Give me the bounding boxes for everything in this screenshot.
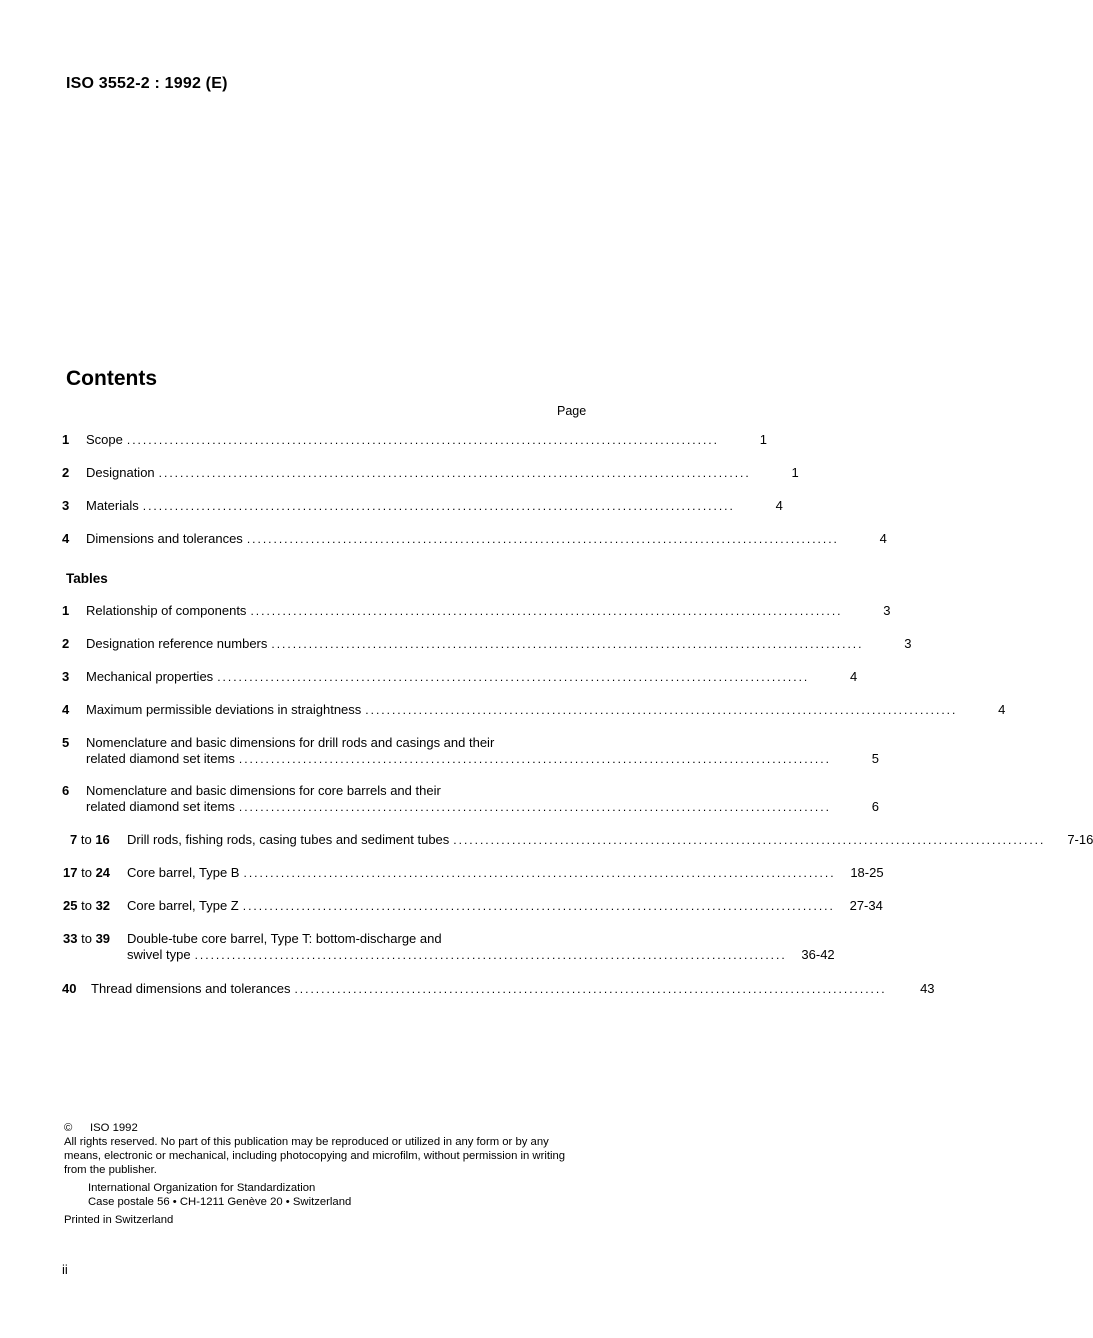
leader-dots: ............................................................................................................... — [217, 670, 810, 684]
entry-page: 4 — [998, 702, 1006, 717]
entry-page: 5 — [871, 751, 879, 766]
entry-label: Core barrel, Type B — [127, 865, 240, 880]
entry-number-range: 25 to 32 — [63, 898, 111, 913]
entry-number-range: 7 to 16 — [70, 832, 110, 847]
leader-dots: ............................................................................................................... — [250, 604, 843, 618]
entry-page: 43 — [920, 981, 935, 996]
entry-number: 3 — [62, 669, 70, 684]
leader-dots: ............................................................................................................... — [158, 466, 751, 480]
entry-label: Designation reference numbers — [86, 636, 268, 651]
entry-page: 3 — [883, 603, 891, 618]
entry-number-range: 33 to 39 — [63, 931, 111, 946]
leader-dots: ............................................................................................................... — [194, 948, 787, 962]
entry-page: 7-16 — [1067, 832, 1093, 847]
copyright-line: © ISO 1992 — [64, 1122, 138, 1134]
leader-dots: ............................................................................................................... — [246, 532, 839, 546]
leader-dots: ............................................................................................................... — [294, 982, 887, 996]
tables-heading: Tables — [66, 571, 108, 586]
entry-label: Drill rods, fishing rods, casing tubes and sediment tubes — [127, 832, 450, 847]
entry-number: 6 — [62, 783, 70, 798]
page-column-heading: Page — [557, 404, 587, 418]
entry-page: 1 — [791, 465, 799, 480]
entry-page: 18-25 — [850, 865, 884, 880]
copyright-notice — [64, 1121, 584, 1227]
leader-dots: ............................................................................................................... — [238, 800, 831, 814]
entry-page: 4 — [775, 498, 783, 513]
organization-name: International Organization for Standardization — [88, 1182, 316, 1194]
entry-page: 36-42 — [801, 947, 835, 962]
entry-label: Maximum permissible deviations in straightness — [86, 702, 362, 717]
entry-number: 3 — [62, 498, 70, 513]
printed-location: Printed in Switzerland — [64, 1214, 174, 1226]
entry-number: 1 — [62, 603, 70, 618]
entry-label-line2: related diamond set items — [86, 751, 235, 766]
entry-label: Scope — [86, 432, 123, 447]
entry-page: 6 — [871, 799, 879, 814]
entry-label: Relationship of components — [86, 603, 247, 618]
entry-label: Designation — [86, 465, 155, 480]
leader-dots: ............................................................................................................... — [243, 866, 836, 880]
entry-label: Mechanical properties — [86, 669, 214, 684]
entry-page: 1 — [759, 432, 767, 447]
organization-address: Case postale 56 • CH-1211 Genève 20 • Switzerland — [88, 1196, 352, 1208]
entry-number: 2 — [62, 465, 70, 480]
entry-label: Thread dimensions and tolerances — [91, 981, 291, 996]
entry-number: 4 — [62, 531, 70, 546]
contents-title: Contents — [66, 367, 157, 390]
entry-page: 4 — [879, 531, 887, 546]
entry-label-line1: Nomenclature and basic dimensions for drill rods and casings and their — [86, 735, 495, 750]
entry-number-range: 17 to 24 — [63, 865, 111, 880]
entry-page: 3 — [904, 636, 912, 651]
document-identifier: ISO 3552-2 : 1992 (E) — [66, 75, 228, 92]
entry-label: Dimensions and tolerances — [86, 531, 243, 546]
leader-dots: ............................................................................................................... — [365, 703, 958, 717]
entry-label: Materials — [86, 498, 139, 513]
entry-number: 2 — [62, 636, 70, 651]
entry-number: 4 — [62, 702, 70, 717]
entry-page: 4 — [850, 669, 858, 684]
leader-dots: ............................................................................................................... — [242, 899, 835, 913]
page-number: ii — [62, 1262, 68, 1277]
leader-dots: ............................................................................................................... — [271, 637, 864, 651]
leader-dots: ............................................................................................................... — [126, 433, 719, 447]
entry-number: 1 — [62, 432, 70, 447]
leader-dots: ............................................................................................................... — [142, 499, 735, 513]
entry-page: 27-34 — [849, 898, 883, 913]
rights-statement: All rights reserved. No part of this publication may be reproduced or utilized in any form or by any means, electronic or mechanical, including photocopying and microfilm, without permission in writing from the publisher. — [64, 1136, 566, 1176]
entry-label-line2: swivel type — [127, 947, 191, 962]
entry-label: Core barrel, Type Z — [127, 898, 239, 913]
entry-number: 40 — [62, 981, 77, 996]
copyright-icon: © — [64, 1122, 73, 1134]
leader-dots: ............................................................................................................... — [238, 752, 831, 766]
entry-label-line2: related diamond set items — [86, 799, 235, 814]
entry-number: 5 — [62, 735, 70, 750]
leader-dots: ............................................................................................................... — [453, 833, 1046, 847]
entry-label-line1: Double-tube core barrel, Type T: bottom-discharge and — [127, 931, 442, 946]
entry-label-line1: Nomenclature and basic dimensions for core barrels and their — [86, 783, 441, 798]
